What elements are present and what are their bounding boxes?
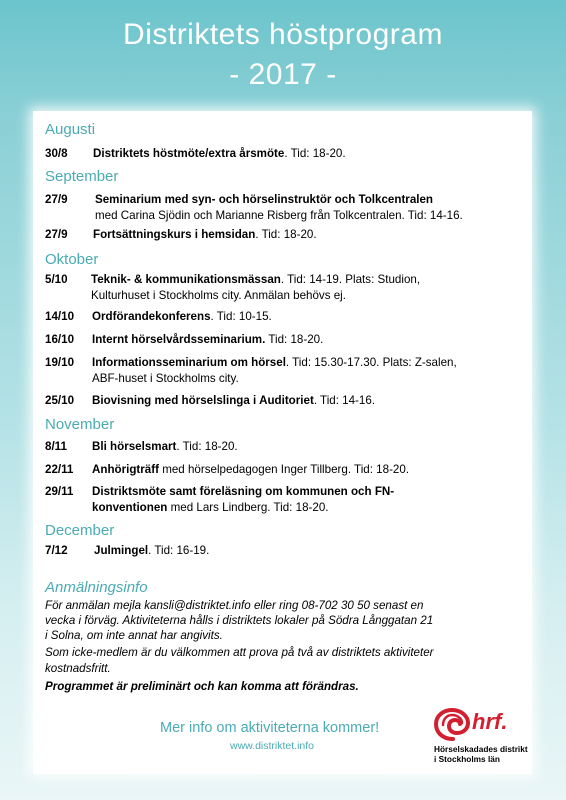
event-row [45,543,209,558]
event-details: med hörselpedagogen Inger Tillberg. Tid: 18-20. [158,463,410,476]
event-title: Distriktsmöte samt föreläsning om kommunen och FN- [92,485,395,498]
event-title: Distriktets höstmöte/extra årsmöte [93,147,285,160]
event-row [45,146,346,161]
event-title: Julmingel [94,544,149,557]
event-row [45,309,272,324]
info-text: kostnadsfritt. [45,662,111,675]
event-title: Biovisning med hörselslinga i Auditoriet [92,394,314,407]
event-details: Tid: 18-20. [265,333,324,346]
event-date: 7/12 [45,544,68,557]
month-heading-august: Augusti [45,121,96,138]
event-row [45,393,375,408]
page-title: Distriktets höstprogram [123,18,443,51]
event-row [45,192,433,207]
logo-subtitle: Hörselskadades distrikt [434,744,528,754]
info-text: För anmälan mejla kansli@distriktet.info eller ring 08-702 30 50 senast en [45,599,424,612]
event-details: . Tid: 14-19. Plats: Studion, [280,273,421,286]
month-heading-september: September [45,168,119,185]
event-title: Seminarium med syn- och hörselinstruktör och Tolkcentralen [95,193,434,206]
event-details: . Tid: 14-16. [313,394,376,407]
month-heading-december: December [45,522,115,539]
preliminary-notice: Programmet är preliminärt och kan komma att förändras. [45,680,359,693]
event-date: 22/11 [45,463,74,476]
event-row [45,462,409,477]
event-details: . Tid: 10-15. [210,310,272,323]
logo-subtitle: i Stockholms län [434,754,500,764]
event-title: Anhörigträff [92,463,159,476]
event-row [45,484,394,499]
event-title: Teknik- & kommunikationsmässan [91,273,281,286]
event-date: 25/10 [45,394,75,407]
event-row [45,439,238,454]
event-date: 14/10 [45,310,75,323]
website-link[interactable]: www.distriktet.info [230,740,315,752]
event-date: 27/9 [45,193,68,206]
info-text: Som icke-medlem är du välkommen att prova på två av distriktets aktiviteter [45,646,434,659]
event-details: ABF-huset i Stockholms city. [92,372,239,385]
event-date: 29/11 [45,485,74,498]
event-details [92,500,329,515]
event-title: Ordförandekonferens [92,310,211,323]
info-text: i Solna, om inte annat har angivits. [45,629,223,642]
event-details: . Tid: 18-20. [284,147,346,160]
event-date: 5/10 [45,273,68,286]
event-title-continued: konventionen [92,501,168,514]
hrf-logo-icon [434,708,472,747]
event-row [45,332,323,347]
event-title: Informationsseminarium om hörsel [92,356,286,369]
event-date: 19/10 [45,356,75,369]
event-details: . Tid: 18-20. [255,228,317,241]
month-heading-october: Oktober [45,251,99,268]
month-heading-november: November [45,416,115,433]
event-details-text: med Lars Lindberg. Tid: 18-20. [167,501,329,514]
event-details: Kulturhuset i Stockholms city. Anmälan behövs ej. [91,289,346,302]
event-row [45,272,420,287]
event-details: . Tid: 16-19. [148,544,210,557]
event-row [45,355,457,370]
event-date: 16/10 [45,333,75,346]
event-title: Fortsättningskurs i hemsidan [93,228,256,241]
info-text: vecka i förväg. Aktiviteterna hålls i distriktets lokaler på Södra Långgatan 21 [45,614,434,627]
registration-info-heading: Anmälningsinfo [45,579,148,596]
more-info-text: Mer info om aktiviteterna kommer! [160,720,380,736]
logo-wordmark: hrf. [472,709,508,734]
event-details: . Tid: 18-20. [176,440,238,453]
event-title: Internt hörselvårdsseminarium. [92,333,266,346]
event-details: med Carina Sjödin och Marianne Risberg från Tolkcentralen. Tid: 14-16. [95,209,463,222]
event-date: 8/11 [45,440,67,453]
event-title: Bli hörselsmart [92,440,177,453]
event-row [45,227,317,242]
event-date: 27/9 [45,228,68,241]
event-details: . Tid: 15.30-17.30. Plats: Z-salen, [285,356,457,369]
year-subtitle: - 2017 - [229,58,337,91]
event-date: 30/8 [45,147,68,160]
